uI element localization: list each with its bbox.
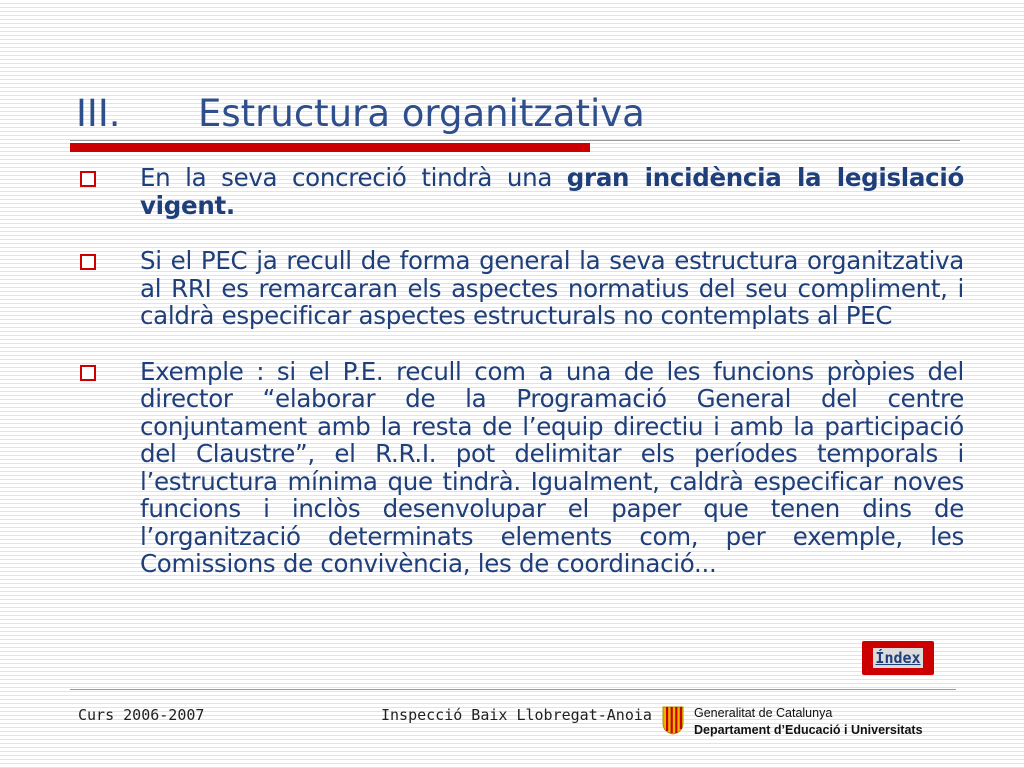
org-department: Departament d’Educació i Universitats — [694, 723, 923, 737]
title-text: Estructura organitzativa — [198, 92, 645, 135]
bullet-item — [78, 358, 964, 578]
slide-title — [76, 92, 976, 135]
bullet-text-bold: gran incidència la legislació vigent. — [140, 163, 964, 220]
bullet-square-icon — [80, 171, 96, 187]
bullet-text-regular: En la seva concreció tindrà una — [140, 163, 567, 192]
bullet-item — [78, 247, 964, 330]
index-link-button[interactable] — [862, 641, 934, 675]
title-accent-bar — [70, 143, 590, 152]
bullet-square-icon — [80, 254, 96, 270]
footer-organization — [694, 705, 923, 739]
footer-course: Curs 2006-2007 — [78, 706, 205, 724]
bullet-square-icon — [80, 365, 96, 381]
footer-inspection: Inspecció Baix Llobregat-Anoia — [381, 706, 652, 724]
title-divider — [70, 140, 960, 141]
index-link-label[interactable]: Índex — [875, 649, 921, 667]
bullet-list — [78, 164, 964, 606]
bullet-text: Si el PEC ja recull de forma general la seva estructura organitzativa al RRI es remarcaran els aspectes normatius del seu compliment, i caldrà especificar aspectes estructurals no contemplats al PEC — [140, 246, 964, 330]
bullet-text: Exemple : si el P.E. recull com a una de les funcions pròpies del director “elaborar de la Programació General del centre conjuntament amb la resta de l’equip directiu i amb la participació del Claustre”, el R.R.I. pot delimitar els períodes temporals i l’estructura mínima que tindrà. Igualment, caldrà especificar noves funcions i inclòs desenvolupar el paper que tenen dins de l’organització determinats elements com, per exemple, les Comissions de convivència, les de coordinació... — [140, 356, 964, 578]
bullet-item — [78, 164, 964, 219]
footer-divider — [70, 689, 956, 690]
generalitat-logo-icon — [661, 705, 685, 735]
bullet-text — [140, 164, 964, 219]
title-number: III. — [76, 92, 121, 135]
org-name: Generalitat de Catalunya — [694, 706, 833, 720]
